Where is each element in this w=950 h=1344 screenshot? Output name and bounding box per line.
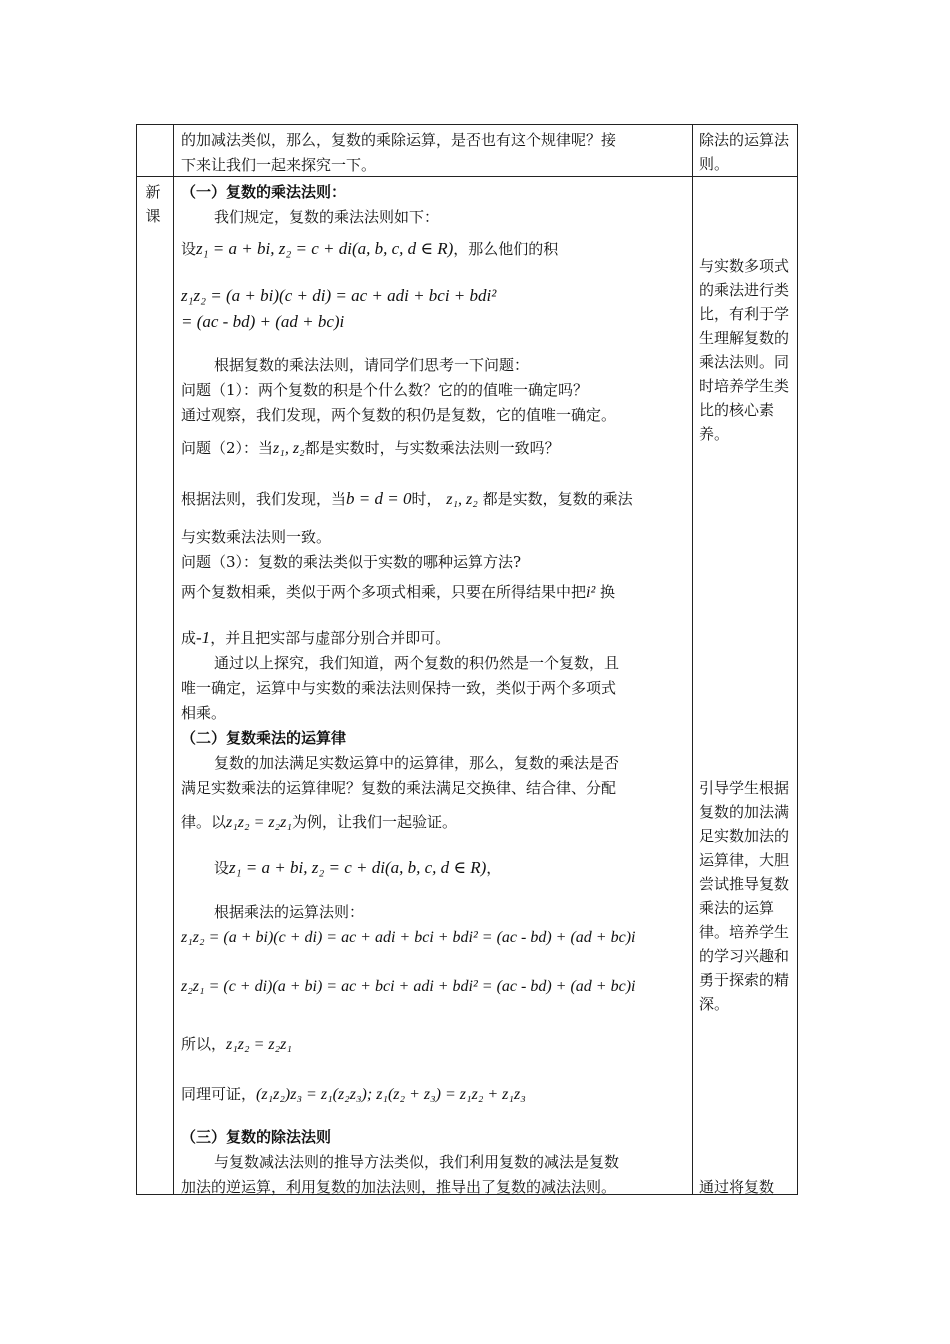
section3-line1: 与复数减法法则的推导方法类似，我们利用复数的减法是复数 bbox=[214, 1153, 620, 1171]
section2-rule: 根据乘法的运算法则： bbox=[214, 903, 365, 921]
answer2-line2: 与实数乘法法则一致。 bbox=[181, 528, 332, 546]
answer3-suffix: 换 bbox=[600, 583, 616, 601]
answer3-formula: i² bbox=[586, 584, 596, 601]
question2-suffix: 都是实数时，与实数乘法法则一致吗？ bbox=[304, 439, 560, 457]
summary-line2: 唯一确定，运算中与实数的乘法法则保持一致，类似于两个多项式 bbox=[181, 679, 617, 697]
section2-so-prefix: 所以， bbox=[181, 1035, 227, 1053]
section1-product-line2: = (ac - bd) + (ad + bc)i bbox=[181, 312, 345, 331]
question1: 问题（1）：两个复数的积是个什么数？它的的值唯一确定吗？ bbox=[181, 381, 589, 399]
question3: 问题（3）：复数的乘法类似于实数的哪种运算方法? bbox=[181, 553, 522, 571]
section1-product-line1: z₁z₂ = (a + bi)(c + di) = ac + adi + bci + bdi² bbox=[181, 286, 497, 305]
answer3-line2 bbox=[181, 626, 450, 650]
top-row-text-line1: 的加减法类似，那么，复数的乘除运算，是否也有这个规律呢？接 bbox=[181, 131, 617, 149]
section1-let-suffix: ，那么他们的积 bbox=[453, 240, 559, 258]
section2-title: （二）复数乘法的运算律 bbox=[181, 729, 347, 747]
answer2-formula1: b = d = 0 bbox=[346, 489, 412, 508]
section2-eq1: z₁z₂ = (a + bi)(c + di) = ac + adi + bci + bdi² = (ac - bd) + (ad + bc)i bbox=[181, 929, 636, 946]
section2-line3-suffix: 为例，让我们一起验证。 bbox=[291, 813, 457, 831]
note-division: 通过将复数 bbox=[699, 1178, 775, 1196]
question2-prefix: 问题（2）：当 bbox=[181, 439, 274, 457]
answer3-line2-prefix: 成 bbox=[181, 629, 197, 647]
section2-so-formula: z₁z₂ = z₂z₁ bbox=[226, 1036, 292, 1053]
answer2-mid: 时， bbox=[411, 490, 442, 508]
section2-line3 bbox=[181, 810, 457, 835]
summary-line3: 相乘。 bbox=[181, 704, 227, 722]
section1-intro: 我们规定，复数的乘法法则如下： bbox=[214, 208, 440, 226]
note-operation-laws: 引导学生根据复数的加法满足实数加法的运算律，大胆尝试推导复数乘法的运算律。培养学生的学习兴趣和勇于探索的精深。 bbox=[699, 779, 790, 1013]
section2-line3-formula: z₁z₂ = z₂z₁ bbox=[226, 814, 292, 831]
section2-line3-prefix: 律。以 bbox=[181, 813, 227, 831]
section2-same bbox=[181, 1082, 526, 1107]
section2-let-suffix: ， bbox=[486, 859, 502, 877]
section1-let bbox=[181, 237, 558, 261]
answer2-prefix: 根据法则，我们发现，当 bbox=[181, 490, 347, 508]
answer3-prefix: 两个复数相乘，类似于两个多项式相乘，只要在所得结果中把 bbox=[181, 583, 587, 601]
section2-line1: 复数的加法满足实数运算中的运算律，那么，复数的乘法是否 bbox=[214, 754, 620, 772]
answer3-line1 bbox=[181, 580, 615, 605]
section3-line2: 加法的逆运算，利用复数的加法法则，推导出了复数的减法法则。 bbox=[181, 1178, 617, 1196]
section2-same-prefix: 同理可证， bbox=[181, 1085, 257, 1103]
section1-think: 根据复数的乘法法则，请同学们思考一下问题： bbox=[214, 356, 530, 374]
top-row-text-line2: 下来让我们一起来探究一下。 bbox=[181, 156, 377, 174]
top-row-note: 除法的运算法则。 bbox=[699, 131, 790, 173]
section2-line2: 满足实数乘法的运算律呢？复数的乘法满足交换律、结合律、分配 bbox=[181, 779, 617, 797]
summary-line1: 通过以上探究，我们知道，两个复数的积仍然是一个复数，且 bbox=[214, 654, 620, 672]
answer3-line2-suffix: ，并且把实部与虚部分别合并即可。 bbox=[210, 629, 451, 647]
section2-let bbox=[214, 856, 501, 880]
section2-eq2: z₂z₁ = (c + di)(a + bi) = ac + bci + adi + bdi² = (ac - bd) + (ad + bc)i bbox=[181, 978, 636, 995]
answer2-line1 bbox=[181, 487, 633, 512]
column-divider-left bbox=[173, 125, 174, 1194]
section2-so bbox=[181, 1032, 292, 1057]
answer2-formula2: z₁, z₂ bbox=[446, 491, 478, 508]
section1-title: （一）复数的乘法法则： bbox=[181, 183, 347, 201]
side-label: 新课 bbox=[145, 183, 161, 225]
section3-title: （三）复数的除法法则 bbox=[181, 1128, 332, 1146]
answer1: 通过观察，我们发现，两个复数的积仍是复数，它的值唯一确定。 bbox=[181, 406, 617, 424]
section1-let-formula: z₁ = a + bi, z₂ = c + di(a, b, c, d ∈ R) bbox=[196, 239, 454, 258]
section2-let-prefix: 设 bbox=[214, 859, 230, 877]
question2 bbox=[181, 436, 560, 461]
answer2-suffix: 都是实数，复数的乘法 bbox=[482, 490, 633, 508]
answer3-line2-formula: -1 bbox=[196, 628, 211, 647]
section2-let-formula: z₁ = a + bi, z₂ = c + di(a, b, c, d ∈ R) bbox=[229, 858, 487, 877]
column-divider-right bbox=[692, 125, 693, 1194]
section2-same-formula: (z₁z₂)z₃ = z₁(z₂z₃); z₁(z₂ + z₃) = z₁z₂ + z₁z₃ bbox=[256, 1086, 526, 1103]
section1-let-prefix: 设 bbox=[181, 240, 197, 258]
question2-formula: z₁, z₂ bbox=[273, 440, 305, 457]
note-multiplication-analogy: 与实数多项式的乘法进行类比，有利于学生理解复数的乘法法则。同时培养学生类比的核心素养。 bbox=[699, 257, 790, 443]
